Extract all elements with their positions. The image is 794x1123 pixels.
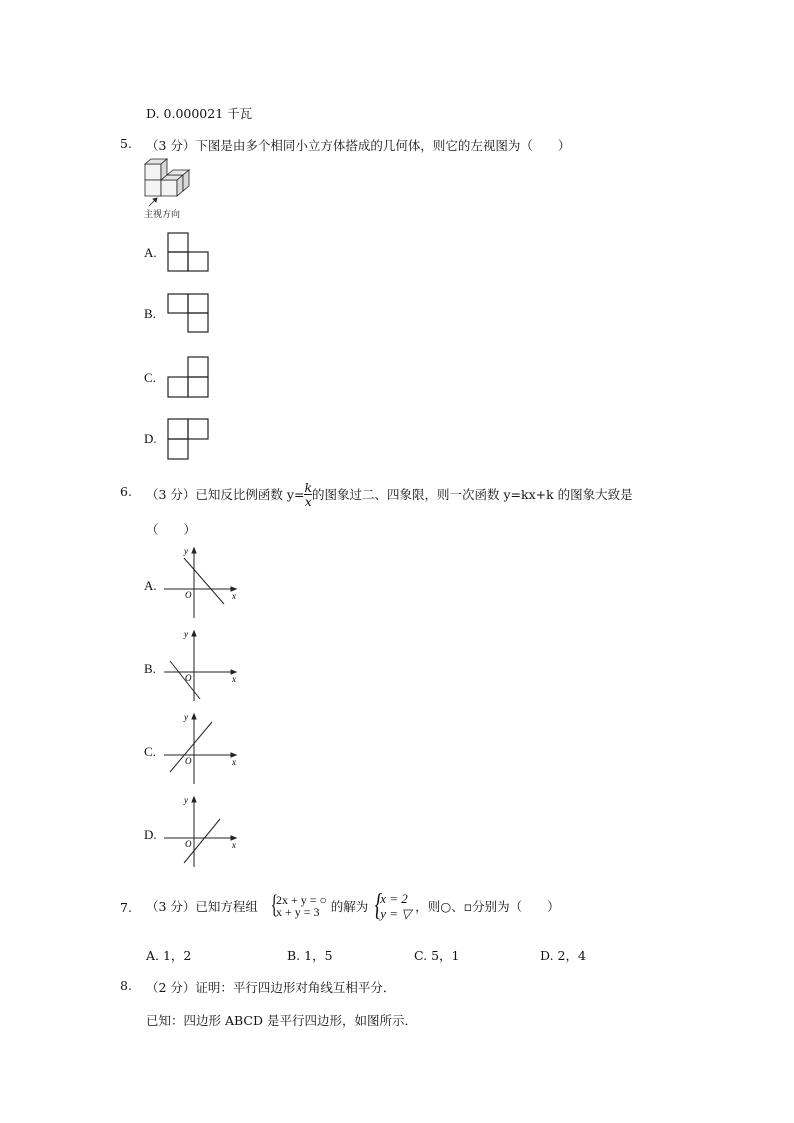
q7-stem-before: （3 分）已知方程组	[146, 899, 258, 914]
q7-sys2-line2: y = ▽	[380, 906, 412, 921]
q5-option-b-label: B.	[144, 306, 156, 321]
q5-figure-caption: 主视方向	[144, 210, 181, 220]
q6-number: 6.	[120, 484, 132, 499]
q5-option-d-figure	[165, 416, 211, 465]
q6-b-axis-y: y	[184, 629, 188, 639]
q6-option-b-graph	[160, 627, 242, 708]
q6-c-axis-x: x	[232, 757, 236, 767]
q7-system-1: { 2x + y = ○ x + y = 3	[270, 890, 327, 919]
q6-b-origin: O	[185, 673, 192, 683]
q7-stem-after: ，则○、▫分别为（ ）	[415, 899, 560, 914]
q6-stem-after: 的图象过二、四象限，则一次函数 y=kx+k 的图象大致是	[312, 487, 633, 502]
q6-option-d-graph	[160, 793, 242, 874]
q5-option-b-figure	[165, 291, 211, 338]
q7-option-d: D. 2，4	[540, 948, 586, 963]
q5-number: 5.	[120, 136, 132, 151]
q8-stem: （2 分）证明：平行四边形对角线互相平分．	[146, 980, 396, 995]
q7-option-b: B. 1，5	[287, 948, 333, 963]
q6-option-b-label: B.	[144, 661, 156, 676]
q7-option-a: A. 1，2	[146, 948, 192, 963]
q8-given: 已知：四边形 ABCD 是平行四边形，如图所示．	[146, 1013, 417, 1028]
q6-stem-before: （3 分）已知反比例函数 y=	[146, 487, 305, 502]
q6-stem	[146, 474, 633, 514]
q5-option-a-label: A.	[144, 245, 157, 260]
q6-a-origin: O	[185, 590, 192, 600]
q7-number: 7.	[120, 900, 132, 915]
q4-option-d: D. 0.000021 千瓦	[146, 106, 253, 121]
q6-option-a-graph	[160, 544, 242, 625]
q6-option-a-label: A.	[144, 578, 157, 593]
q7-option-c: C. 5，1	[414, 948, 460, 963]
q6-a-axis-y: y	[184, 546, 188, 556]
q7-sys1-line1: 2x + y = ○	[275, 893, 327, 907]
q6-d-axis-y: y	[184, 795, 188, 805]
q6-b-axis-x: x	[232, 674, 236, 684]
q6-c-origin: O	[185, 756, 192, 766]
q7-stem	[146, 886, 560, 926]
q5-option-d-label: D.	[144, 431, 157, 446]
q6-option-c-label: C.	[144, 744, 156, 759]
q5-stem: （3 分）下图是由多个相同小立方体搭成的几何体，则它的左视图为（ ）	[146, 138, 571, 153]
q6-a-axis-x: x	[232, 591, 236, 601]
q6-option-c-graph	[160, 710, 242, 791]
q7-system-2: { x = 2 y = ▽	[374, 886, 412, 922]
q5-option-a-figure	[165, 230, 211, 277]
q7-sys2-line1: x = 2	[380, 891, 408, 906]
q5-option-c-figure	[165, 354, 211, 403]
q7-mid: 的解为	[330, 899, 369, 914]
q6-frac-den: x	[304, 493, 312, 509]
q6-frac-num: k	[304, 479, 313, 495]
q6-d-axis-x: x	[232, 840, 236, 850]
q5-option-c-label: C.	[144, 370, 156, 385]
q6-fraction	[304, 481, 312, 508]
q6-paren: （ ）	[146, 522, 197, 537]
q6-d-origin: O	[185, 839, 192, 849]
q8-number: 8.	[120, 978, 132, 993]
q6-c-axis-y: y	[184, 712, 188, 722]
q7-sys1-line2: x + y = 3	[275, 905, 320, 919]
q6-option-d-label: D.	[144, 827, 157, 842]
